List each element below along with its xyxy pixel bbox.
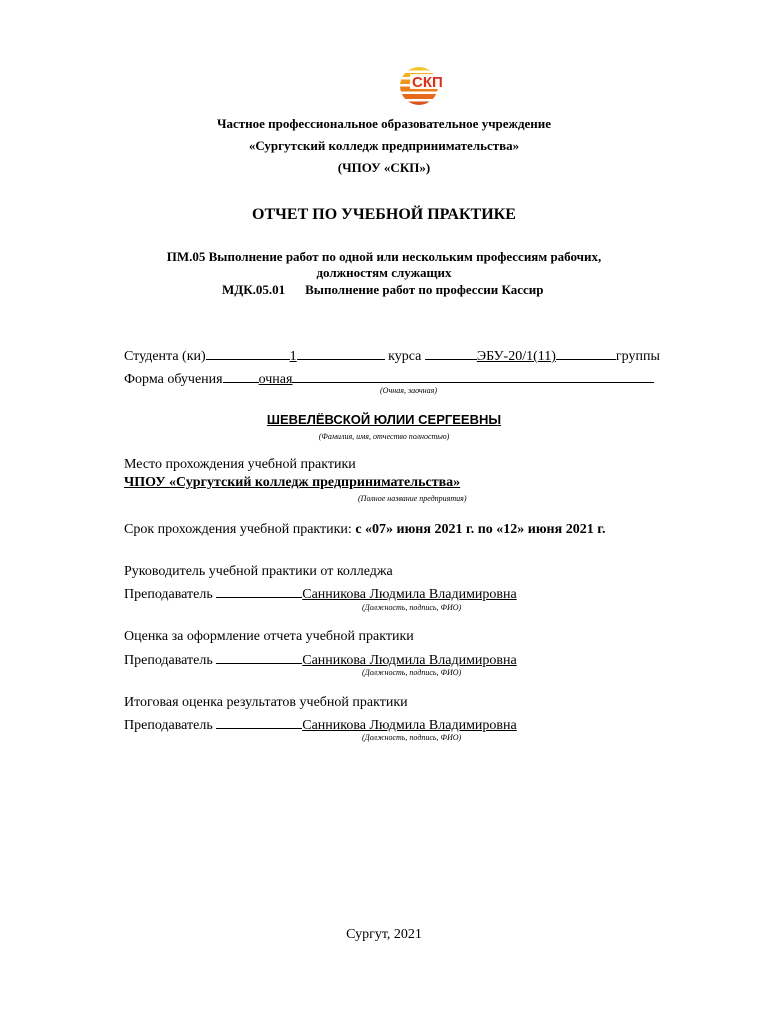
place-label: Место прохождения учебной практики: [124, 457, 356, 472]
pm-line-2: должностям служащих: [316, 265, 452, 280]
study-form-line: [124, 368, 654, 388]
final-grade-caption: (Должность, подпись, ФИО): [362, 733, 462, 742]
period-line: [124, 522, 605, 538]
student-name-caption: (Фамилия, имя, отчество полностью): [318, 432, 450, 441]
study-form-value: очная: [258, 372, 293, 387]
svg-text:СКП: СКП: [412, 74, 443, 91]
supervisor-name: Санникова Людмила Владимировна: [302, 587, 517, 602]
mdk-code: МДК.05.01: [222, 282, 286, 297]
final-grade-line: [124, 714, 517, 734]
supervisor-role: Преподаватель: [124, 587, 213, 602]
supervisor-heading: Руководитель учебной практики от колледжа: [124, 564, 393, 579]
final-grade-name: Санникова Людмила Владимировна: [302, 718, 517, 733]
course-value: 1: [289, 349, 297, 364]
institution-name: «Сургутский колледж предпринимательства»: [248, 138, 520, 153]
logo-emblem-icon: [398, 64, 456, 108]
period-label: Срок прохождения учебной практики:: [124, 522, 352, 537]
study-form-caption: (Очная, заочная): [380, 386, 438, 395]
place-value: ЧПОУ «Сургутский колледж предпринимательства»: [124, 475, 461, 490]
report-grade-line: [124, 649, 517, 669]
institution-type: Частное профессиональное образовательное учреждение: [216, 116, 552, 131]
report-grade-name: Санникова Людмила Владимировна: [302, 653, 517, 668]
student-name: ШЕВЕЛЁВСКОЙ ЮЛИИ СЕРГЕЕВНЫ: [266, 412, 502, 427]
study-form-label: Форма обучения: [124, 372, 223, 387]
report-title: ОТЧЕТ ПО УЧЕБНОЙ ПРАКТИКЕ: [252, 206, 516, 223]
report-grade-heading: Оценка за оформление отчета учебной практики: [124, 629, 414, 644]
mdk-title: Выполнение работ по профессии Кассир: [305, 282, 544, 297]
student-label: Студента (ки): [124, 349, 206, 364]
supervisor-caption: (Должность, подпись, ФИО): [362, 603, 462, 612]
group-value: ЭБУ-20/1(11): [476, 349, 556, 364]
period-value: с «07» июня 2021 г. по «12» июня 2021 г.: [355, 522, 606, 537]
group-label: группы: [615, 349, 660, 364]
mdk-line: [222, 282, 544, 298]
final-grade-role: Преподаватель: [124, 718, 213, 733]
report-grade-role: Преподаватель: [124, 653, 213, 668]
pm-line-1: ПМ.05 Выполнение работ по одной или нескольким профессиям рабочих,: [166, 249, 602, 264]
institution-abbr: (ЧПОУ «СКП»): [337, 160, 431, 175]
student-course-group-line: [124, 345, 660, 365]
report-grade-caption: (Должность, подпись, ФИО): [362, 668, 462, 677]
final-grade-heading: Итоговая оценка результатов учебной практики: [124, 695, 408, 710]
supervisor-line: [124, 583, 517, 603]
course-label: курса: [388, 349, 422, 364]
college-logo: [398, 64, 456, 108]
place-caption: (Полное название предприятия): [358, 494, 467, 503]
footer-city-year: Сургут, 2021: [346, 927, 422, 942]
